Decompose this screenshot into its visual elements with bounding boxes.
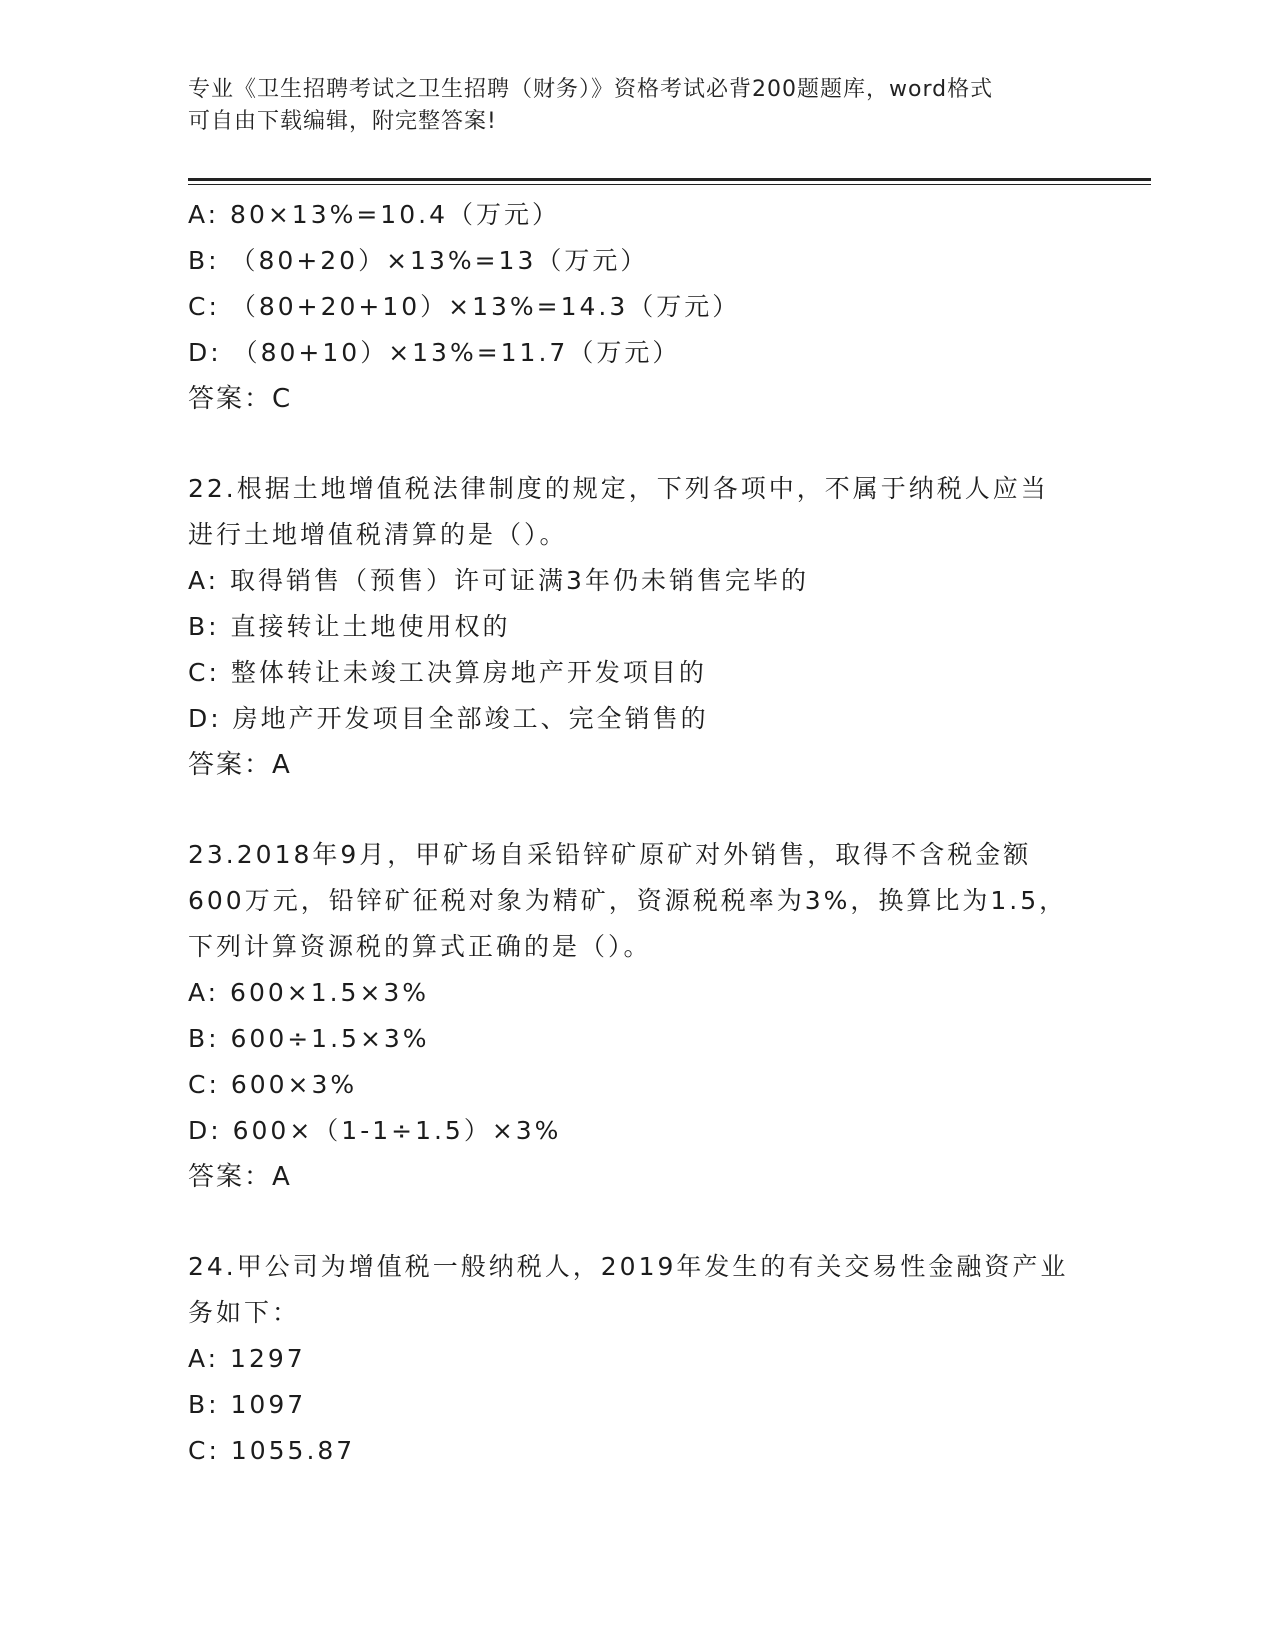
question-stem-line: 600万元，铅锌矿征税对象为精矿，资源税税率为3%，换算比为1.5， [188,886,1068,915]
spacer [188,788,1108,832]
option-a: A: 取得销售（预售）许可证满3年仍未销售完毕的 [188,566,809,595]
header-line-2: 可自由下载编辑，附完整答案! [188,109,497,134]
question-stem-line: 下列计算资源税的算式正确的是（）。 [188,932,652,961]
answer: 答案：A [188,1162,292,1192]
document-header [188,74,1088,138]
answer: 答案：A [188,750,292,780]
option-b: B: 直接转让土地使用权的 [188,612,511,641]
header-line-1: 专业《卫生招聘考试之卫生招聘（财务）》资格考试必背200题题库，word格式 [188,77,994,102]
option-c: C: 1055.87 [188,1436,356,1465]
header-rule-thick [188,178,1151,181]
answer: 答案：C [188,384,293,414]
option-c: C: （80+20+10）×13%=14.3（万元） [188,292,741,321]
option-d: D: 600×（1-1÷1.5）×3% [188,1116,562,1145]
question-list [188,192,1108,1474]
question-stem-line: 进行土地增值税清算的是（）。 [188,520,568,549]
option-b: B: 600÷1.5×3% [188,1024,430,1053]
question-21 [188,192,1108,422]
option-a: A: 80×13%=10.4（万元） [188,200,560,229]
spacer [188,422,1108,466]
question-stem-line: 务如下： [188,1298,301,1327]
option-a: A: 1297 [188,1344,306,1373]
question-stem-line: 24.甲公司为增值税一般纳税人，2019年发生的有关交易性金融资产业 [188,1252,1069,1281]
question-23 [188,832,1108,1200]
option-d: D: 房地产开发项目全部竣工、完全销售的 [188,704,709,733]
header-rule-thin [188,184,1151,185]
spacer [188,1200,1108,1244]
question-stem-line: 23.2018年9月，甲矿场自采铅锌矿原矿对外销售，取得不含税金额 [188,840,1032,869]
option-b: B: （80+20）×13%=13（万元） [188,246,649,275]
option-c: C: 600×3% [188,1070,358,1099]
option-a: A: 600×1.5×3% [188,978,430,1007]
question-stem-line: 22.根据土地增值税法律制度的规定，下列各项中，不属于纳税人应当 [188,474,1049,503]
question-24 [188,1244,1108,1474]
option-d: D: （80+10）×13%=11.7（万元） [188,338,681,367]
option-c: C: 整体转让未竣工决算房地产开发项目的 [188,658,707,687]
option-b: B: 1097 [188,1390,307,1419]
question-22 [188,466,1108,788]
